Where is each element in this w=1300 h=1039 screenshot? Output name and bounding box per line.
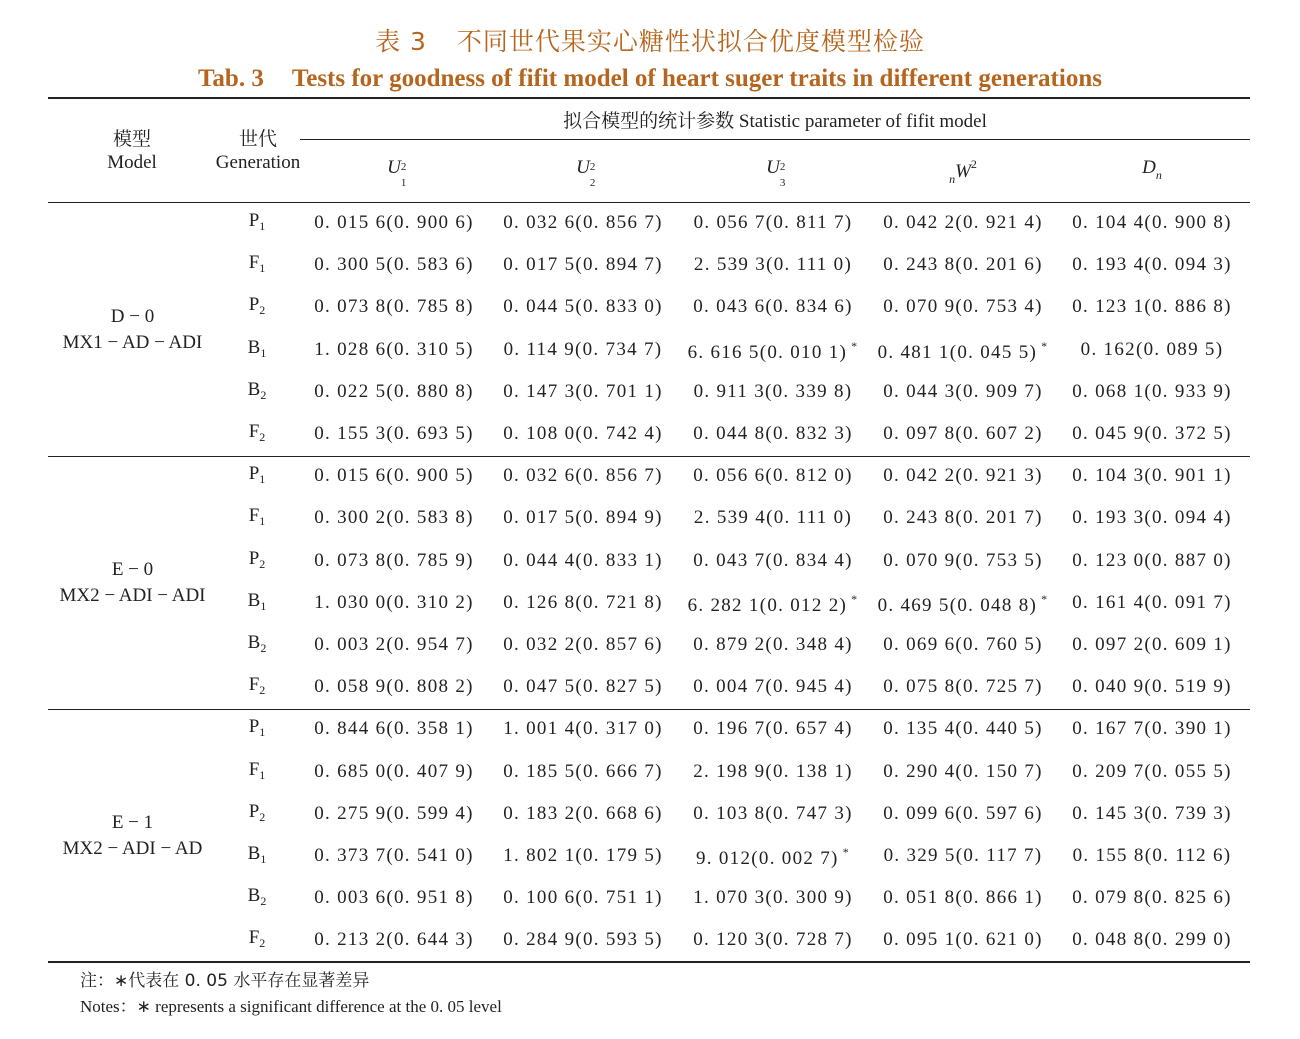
generation-label (222, 252, 292, 276)
table-cell (678, 423, 868, 445)
table-cell (488, 887, 678, 909)
table-title-en (0, 65, 1300, 93)
table-cell (678, 718, 868, 740)
cell-value: 0. 032 6(0. 856 7) (503, 212, 663, 233)
cell-value: 0. 145 3(0. 739 3) (1072, 802, 1232, 824)
generation-letter: B (247, 336, 261, 358)
column-header-sub: 2 (589, 177, 596, 189)
table-cell (299, 634, 489, 656)
generation-header (208, 127, 308, 175)
generation-letter: F (248, 252, 260, 274)
cell-value: 0. 017 5(0. 894 9) (503, 507, 663, 529)
table-cell (678, 761, 868, 783)
generation-label (222, 505, 292, 529)
cell-value: 0. 155 3(0. 693 5) (314, 423, 474, 444)
cell-value: 1. 030 0(0. 310 2) (314, 591, 474, 613)
table-cell (299, 212, 489, 234)
column-header-symbol: D (1142, 157, 1156, 178)
note-en-text: represents a significant difference at the 0. 05 level (155, 997, 502, 1016)
table-cell (299, 761, 489, 783)
cell-value: 0. 155 8(0. 112 6) (1072, 845, 1232, 866)
cell-value: 0. 075 8(0. 725 7) (883, 676, 1043, 698)
table-cell (299, 381, 489, 403)
bottom-rule (48, 961, 1250, 963)
table-cell (868, 381, 1058, 403)
table-cell (488, 254, 678, 276)
generation-label (222, 801, 292, 825)
generation-label (222, 927, 292, 951)
cell-value: 0. 196 7(0. 657 4) (693, 718, 853, 740)
generation-label (222, 674, 292, 698)
cell-value: 0. 068 1(0. 933 9) (1072, 380, 1232, 402)
table-cell (488, 676, 678, 698)
generation-letter: F (248, 758, 260, 780)
cell-value: 0. 032 2(0. 857 6) (503, 634, 663, 655)
table-cell (299, 592, 489, 614)
cell-value: 0. 058 9(0. 808 2) (314, 676, 474, 698)
table-cell (868, 634, 1058, 656)
table-cell (678, 634, 868, 656)
generation-letter: P (248, 463, 260, 485)
column-header-3 (678, 157, 868, 189)
column-header-1 (299, 157, 489, 189)
cell-value: 0. 047 5(0. 827 5) (503, 676, 663, 698)
table-cell (488, 929, 678, 951)
generation-label (222, 379, 292, 403)
generation-subscript: 2 (259, 809, 266, 824)
table-number-en: Tab. 3 (198, 65, 264, 92)
cell-value: 0. 045 9(0. 372 5) (1072, 423, 1232, 444)
table-cell (1057, 465, 1247, 487)
cell-value: 0. 300 5(0. 583 6) (314, 254, 474, 276)
column-header-prefix: n (949, 172, 956, 186)
table-cell (1057, 212, 1247, 234)
column-header-sup: 2 (589, 161, 596, 173)
cell-value: 0. 120 3(0. 728 7) (693, 929, 853, 951)
generation-label (222, 843, 292, 867)
table-cell (1057, 254, 1247, 276)
table-cell (488, 507, 678, 529)
cell-value: 0. 329 5(0. 117 7) (883, 845, 1043, 866)
cell-value: 0. 040 9(0. 519 9) (1072, 676, 1232, 698)
table-cell (868, 592, 1058, 617)
cell-value: 0. 044 8(0. 832 3) (693, 423, 853, 444)
table-cell (488, 423, 678, 445)
table-cell (678, 339, 868, 364)
cell-value: 2. 198 9(0. 138 1) (693, 760, 853, 782)
table-cell (488, 381, 678, 403)
cell-value: 0. 069 6(0. 760 5) (883, 634, 1043, 655)
cell-value: 0. 114 9(0. 734 7) (503, 338, 663, 360)
cell-value: 0. 147 3(0. 701 1) (503, 380, 663, 402)
cell-value: 0. 048 8(0. 299 0) (1072, 929, 1232, 951)
table-cell (1057, 296, 1247, 318)
significance-star: * (842, 845, 851, 859)
table-cell (868, 718, 1058, 740)
table-cell (678, 550, 868, 572)
table-cell (488, 718, 678, 740)
cell-value: 0. 099 6(0. 597 6) (883, 802, 1043, 824)
stat-parameter-header-en: Statistic parameter of fifit model (738, 111, 987, 132)
table-cell (488, 592, 678, 614)
generation-label (222, 210, 292, 234)
cell-value: 0. 243 8(0. 201 7) (883, 507, 1043, 529)
cell-value: 0. 879 2(0. 348 4) (693, 634, 853, 655)
stat-header-rule (300, 139, 1250, 140)
column-header-symbol: U (576, 157, 590, 178)
note-en-prefix: Notes： (80, 997, 137, 1016)
table-cell (299, 423, 489, 445)
cell-value: 0. 162(0. 089 5) (1080, 338, 1224, 360)
model-label-3 (40, 810, 225, 862)
cell-value: 0. 097 8(0. 607 2) (883, 423, 1043, 444)
table-cell (1057, 634, 1247, 656)
generation-letter: B (247, 589, 261, 611)
table-cell (299, 887, 489, 909)
table-cell (299, 803, 489, 825)
cell-value: 1. 001 4(0. 317 0) (503, 718, 663, 740)
cell-value: 0. 243 8(0. 201 6) (883, 254, 1043, 276)
generation-subscript: 1 (260, 345, 267, 360)
cell-value: 0. 123 0(0. 887 0) (1072, 549, 1232, 571)
generation-label (222, 885, 292, 909)
generation-letter: P (248, 210, 260, 231)
note-cn-prefix: 注： (80, 971, 114, 991)
table-cell (299, 339, 489, 361)
cell-value: 2. 539 4(0. 111 0) (693, 507, 853, 529)
note-cn (80, 966, 369, 991)
cell-value: 0. 070 9(0. 753 4) (883, 296, 1043, 318)
cell-value: 0. 209 7(0. 055 5) (1072, 760, 1232, 782)
column-header-sub: n (1155, 168, 1162, 182)
table-cell (868, 465, 1058, 487)
generation-subscript: 1 (259, 472, 266, 487)
cell-value: 0. 183 2(0. 668 6) (503, 802, 663, 824)
generation-subscript: 1 (260, 598, 267, 613)
table-cell (488, 803, 678, 825)
cell-value: 0. 044 4(0. 833 1) (503, 549, 663, 571)
cell-value: 0. 043 7(0. 834 4) (693, 549, 853, 571)
cell-value: 0. 097 2(0. 609 1) (1072, 634, 1232, 655)
table-cell (868, 507, 1058, 529)
model-header-en: Model (107, 152, 157, 173)
table-cell (299, 718, 489, 740)
cell-value: 0. 104 3(0. 901 1) (1072, 465, 1232, 487)
table-cell (488, 761, 678, 783)
note-cn-star: ∗ (114, 971, 129, 990)
table-cell (868, 929, 1058, 951)
table-cell (299, 507, 489, 529)
model-label-2 (40, 557, 225, 609)
cell-value: 9. 012(0. 002 7) (695, 848, 839, 869)
cell-value: 0. 015 6(0. 900 6) (314, 212, 474, 233)
cell-value: 0. 015 6(0. 900 5) (314, 465, 474, 487)
cell-value: 0. 079 8(0. 825 6) (1072, 887, 1232, 909)
generation-subscript: 2 (259, 303, 266, 318)
column-header-2 (488, 157, 678, 189)
generation-header-cn: 世代 (238, 128, 277, 150)
cell-value: 0. 017 5(0. 894 7) (503, 254, 663, 276)
cell-value: 0. 161 4(0. 091 7) (1072, 591, 1232, 613)
cell-value: 6. 282 1(0. 012 2) (687, 594, 848, 616)
generation-letter: F (248, 421, 260, 442)
table-cell (678, 254, 868, 276)
header-bottom-rule (48, 202, 1250, 203)
table-cell (868, 676, 1058, 698)
generation-subscript: 1 (260, 852, 267, 866)
cell-value: 0. 108 0(0. 742 4) (503, 423, 663, 444)
model-name: E − 1 (111, 811, 154, 833)
table-cell (678, 381, 868, 403)
generation-label (222, 716, 292, 740)
table-cell (678, 507, 868, 529)
table-cell (1057, 845, 1247, 867)
table-cell (1057, 887, 1247, 909)
stat-parameter-header (300, 106, 1250, 133)
generation-label (222, 632, 292, 656)
column-header-symbol: U (387, 157, 401, 178)
table-cell (488, 465, 678, 487)
cell-value: 0. 044 5(0. 833 0) (503, 296, 663, 318)
column-header-sub: 3 (779, 177, 786, 189)
table-cell (678, 592, 868, 617)
table-cell (868, 423, 1058, 445)
table-cell (299, 676, 489, 698)
cell-value: 0. 004 7(0. 945 4) (693, 676, 853, 698)
generation-letter: B (247, 378, 261, 400)
cell-value: 0. 213 2(0. 644 3) (314, 929, 474, 951)
table-cell (868, 761, 1058, 783)
table-cell (299, 465, 489, 487)
note-en (80, 992, 502, 1017)
table-cell (1057, 339, 1247, 361)
generation-subscript: 1 (259, 514, 266, 529)
cell-value: 0. 070 9(0. 753 5) (883, 549, 1043, 571)
table-cell (488, 550, 678, 572)
significance-star: * (1041, 591, 1049, 606)
cell-value: 0. 126 8(0. 721 8) (503, 591, 663, 613)
table-cell (299, 254, 489, 276)
cell-value: 0. 193 4(0. 094 3) (1072, 254, 1232, 276)
significance-star: * (1041, 338, 1049, 353)
model-header (82, 127, 182, 175)
cell-value: 0. 123 1(0. 886 8) (1072, 296, 1232, 318)
table-cell (678, 929, 868, 951)
column-header-sup: 2 (970, 157, 977, 171)
table-cell (488, 339, 678, 361)
cell-value: 0. 135 4(0. 440 5) (883, 718, 1043, 740)
generation-label (222, 590, 292, 614)
generation-letter: F (248, 927, 260, 949)
column-header-symbol: U (766, 157, 780, 178)
table-cell (868, 550, 1058, 572)
generation-label (222, 294, 292, 318)
table-cell (1057, 381, 1247, 403)
table-cell (488, 634, 678, 656)
generation-subscript: 1 (259, 219, 266, 233)
model-formula: MX2 − ADI − AD (62, 837, 203, 859)
note-en-star: ∗ (136, 997, 151, 1016)
model-header-cn: 模型 (112, 128, 151, 150)
generation-label (222, 337, 292, 361)
table-cell (1057, 676, 1247, 698)
cell-value: 0. 275 9(0. 599 4) (314, 802, 474, 824)
cell-value: 0. 300 2(0. 583 8) (314, 507, 474, 529)
cell-value: 0. 193 3(0. 094 4) (1072, 507, 1232, 529)
generation-subscript: 1 (259, 725, 266, 740)
cell-value: 0. 032 6(0. 856 7) (503, 465, 663, 487)
table-title-cn (0, 22, 1300, 58)
generation-letter: B (247, 843, 261, 864)
generation-letter: F (248, 505, 260, 527)
cell-value: 0. 042 2(0. 921 4) (883, 212, 1043, 233)
cell-value: 0. 185 5(0. 666 7) (503, 760, 663, 782)
cell-value: 0. 911 3(0. 339 8) (693, 380, 853, 402)
cell-value: 0. 042 2(0. 921 3) (883, 465, 1043, 487)
generation-letter: B (247, 632, 261, 653)
table-cell (1057, 761, 1247, 783)
generation-subscript: 2 (259, 556, 266, 571)
cell-value: 0. 167 7(0. 390 1) (1072, 718, 1232, 740)
model-name: E − 0 (111, 558, 154, 580)
table-cell (488, 845, 678, 867)
table-cell (678, 212, 868, 234)
cell-value: 0. 043 6(0. 834 6) (693, 296, 853, 318)
table-cell (868, 212, 1058, 234)
generation-letter: B (247, 885, 261, 907)
generation-header-en: Generation (215, 152, 301, 173)
cell-value: 0. 469 5(0. 048 8) (877, 594, 1038, 616)
cell-value: 1. 070 3(0. 300 9) (693, 887, 853, 909)
cell-value: 0. 022 5(0. 880 8) (314, 380, 474, 402)
table-cell (868, 887, 1058, 909)
model-name: D − 0 (110, 305, 155, 327)
cell-value: 0. 685 0(0. 407 9) (314, 760, 474, 782)
column-header-sub: 1 (400, 177, 407, 189)
cell-value: 0. 290 4(0. 150 7) (883, 760, 1043, 782)
cell-value: 0. 003 2(0. 954 7) (314, 634, 474, 655)
column-header-5 (1057, 157, 1247, 183)
significance-star: * (851, 591, 859, 606)
table-cell (1057, 550, 1247, 572)
generation-subscript: 2 (260, 894, 267, 909)
table-cell (868, 254, 1058, 276)
column-header-symbol: W (955, 161, 971, 182)
significance-star: * (851, 338, 859, 353)
table-cell (678, 676, 868, 698)
table-title-en-text: Tests for goodness of fifit model of heart suger traits in different generations (291, 65, 1102, 92)
column-header-4 (868, 157, 1058, 187)
cell-value: 0. 051 8(0. 866 1) (883, 887, 1043, 909)
cell-value: 1. 802 1(0. 179 5) (503, 845, 663, 866)
cell-value: 0. 104 4(0. 900 8) (1072, 212, 1232, 233)
model-label-1 (40, 304, 225, 356)
table-cell (299, 296, 489, 318)
table-cell (868, 803, 1058, 825)
note-cn-text: 代表在 0. 05 水平存在显著差异 (128, 971, 370, 991)
generation-letter: P (248, 716, 260, 738)
generation-subscript: 2 (259, 683, 266, 698)
group-divider-1 (48, 456, 1250, 457)
cell-value: 0. 003 6(0. 951 8) (314, 887, 474, 909)
generation-letter: F (248, 674, 260, 696)
table-cell (678, 296, 868, 318)
table-cell (299, 929, 489, 951)
model-formula: MX1 − AD − ADI (62, 331, 203, 353)
cell-value: 0. 044 3(0. 909 7) (883, 380, 1043, 402)
table-cell (1057, 592, 1247, 614)
cell-value: 0. 100 6(0. 751 1) (503, 887, 663, 909)
cell-value: 0. 284 9(0. 593 5) (503, 929, 663, 951)
table-cell (678, 845, 868, 870)
table-cell (488, 296, 678, 318)
generation-subscript: 1 (259, 261, 266, 276)
table-cell (868, 339, 1058, 364)
cell-value: 0. 073 8(0. 785 8) (314, 296, 474, 318)
generation-label (222, 421, 292, 445)
cell-value: 0. 481 1(0. 045 5) (877, 341, 1038, 363)
group-divider-2 (48, 709, 1250, 710)
table-cell (488, 212, 678, 234)
table-cell (1057, 803, 1247, 825)
generation-label (222, 463, 292, 487)
table-cell (1057, 929, 1247, 951)
table-title-cn-text: 不同世代果实心糖性状拟合优度模型检验 (456, 27, 925, 56)
cell-value: 0. 073 8(0. 785 9) (314, 549, 474, 571)
cell-value: 1. 028 6(0. 310 5) (314, 338, 474, 360)
cell-value: 0. 056 7(0. 811 7) (693, 212, 853, 233)
table-cell (678, 465, 868, 487)
cell-value: 0. 373 7(0. 541 0) (314, 845, 474, 866)
table-cell (868, 296, 1058, 318)
table-cell (678, 803, 868, 825)
table-cell (1057, 718, 1247, 740)
stat-parameter-header-cn: 拟合模型的统计参数 (563, 110, 735, 132)
table-cell (299, 550, 489, 572)
generation-letter: P (248, 547, 260, 569)
generation-subscript: 2 (260, 641, 267, 655)
generation-subscript: 2 (259, 936, 266, 951)
table-cell (1057, 423, 1247, 445)
top-rule (48, 97, 1250, 99)
generation-subscript: 2 (259, 430, 266, 444)
column-header-sup: 2 (400, 161, 407, 173)
table-cell (678, 887, 868, 909)
generation-letter: P (248, 800, 260, 822)
cell-value: 6. 616 5(0. 010 1) (687, 341, 848, 363)
generation-label (222, 548, 292, 572)
model-formula: MX2 − ADI − ADI (59, 584, 206, 606)
cell-value: 2. 539 3(0. 111 0) (693, 254, 853, 276)
column-header-sup: 2 (779, 161, 786, 173)
table-number-cn: 表 3 (375, 27, 427, 56)
generation-subscript: 1 (259, 767, 266, 782)
generation-label (222, 759, 292, 783)
cell-value: 0. 103 8(0. 747 3) (693, 802, 853, 824)
generation-subscript: 2 (260, 387, 267, 402)
table-cell (868, 845, 1058, 867)
table-cell (1057, 507, 1247, 529)
cell-value: 0. 056 6(0. 812 0) (693, 465, 853, 487)
cell-value: 0. 095 1(0. 621 0) (883, 929, 1043, 951)
table-cell (299, 845, 489, 867)
generation-letter: P (248, 294, 260, 316)
cell-value: 0. 844 6(0. 358 1) (314, 718, 474, 740)
